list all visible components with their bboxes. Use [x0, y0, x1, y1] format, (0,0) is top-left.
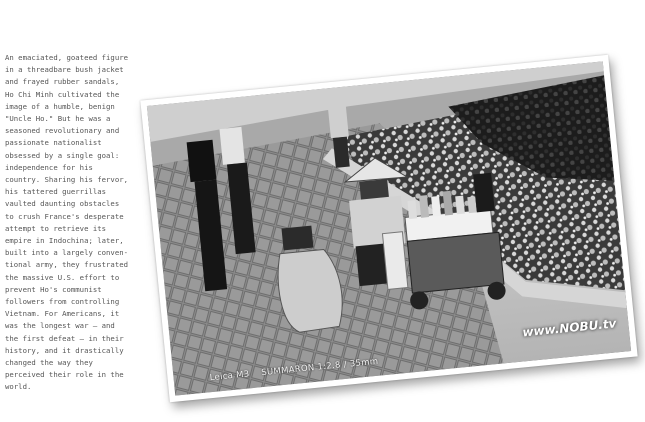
camera-model: Leica M3 — [209, 369, 250, 384]
photo-scene — [147, 61, 631, 395]
caption-text: An emaciated, goateed figure in a threadbare bush jacket and frayed rubber sandals, Ho Chi Minh cultivated the image of a humble, benign "Uncle Ho." But he was a seasoned revolutionary and passionate nationalist obsessed by a single goal: independence for his country. Sharing his fervor, his tattered guerrillas vaulted daunting obstacles to crush France's desperate attempt to retrieve its empire in Indochina; later, built into a largely conven- tional army, they frustrated the massive U.S. effort to prevent Ho's communist followers from controlling Vietnam. For Americans, it was the longest war — and the first defeat — in their history, and it drastically changed the way they perceived their role in the world. — [5, 53, 129, 392]
street-vendor-photo — [147, 61, 631, 395]
photo-frame — [140, 55, 637, 402]
lens-spec: SUMMARON 1:2.8 / 35mm — [260, 356, 379, 379]
watermark: www.NOBU.tv — [521, 316, 618, 340]
